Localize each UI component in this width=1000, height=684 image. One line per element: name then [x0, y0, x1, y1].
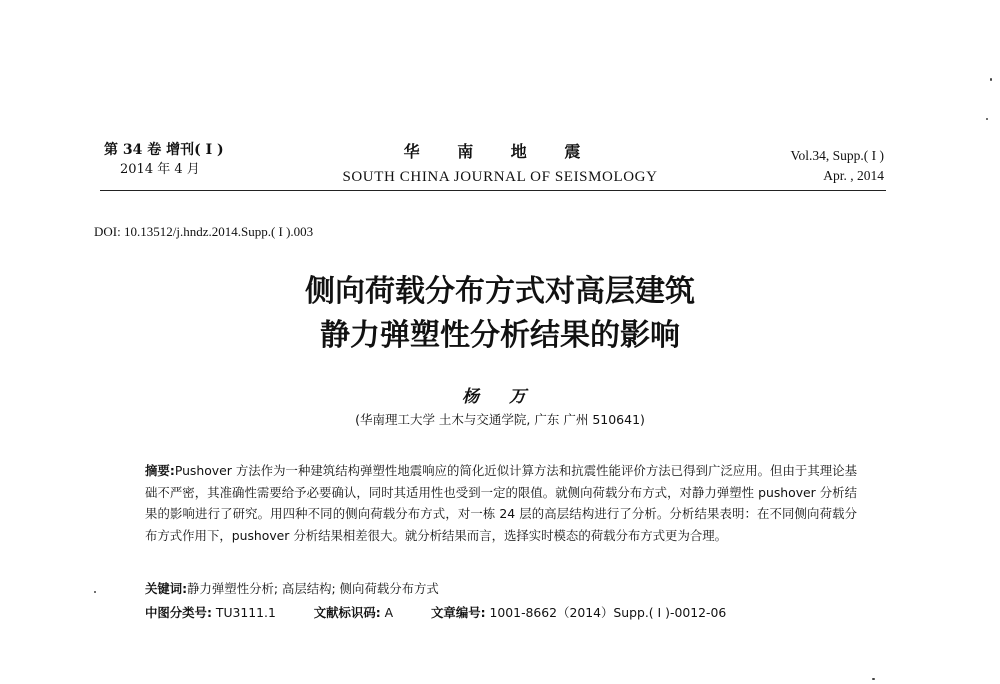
- volume-cn: 第 34 卷 增刊( I ): [104, 142, 224, 158]
- header-right: [720, 146, 884, 186]
- clc-label: 中图分类号:: [145, 605, 212, 620]
- header-divider: [100, 190, 886, 191]
- scan-speck: [986, 118, 988, 120]
- doc-code-label: 文献标识码:: [313, 605, 381, 620]
- header-left: [104, 140, 224, 180]
- abstract-label: 摘要:: [145, 463, 175, 478]
- paper-title: [150, 270, 850, 358]
- article-number-label: 文章编号:: [431, 605, 486, 620]
- keywords-label: 关键词:: [145, 581, 188, 596]
- affiliation: (华南理工大学 土木与交通学院, 广东 广州 510641): [355, 412, 645, 427]
- volume-en: Vol.34, Supp.( I ): [790, 148, 884, 163]
- journal-title: [310, 140, 690, 188]
- title-line-2: 静力弹塑性分析结果的影响: [320, 318, 680, 353]
- author: 杨 万: [462, 387, 538, 407]
- scan-speck: [872, 678, 875, 680]
- date-cn: 2014 年 4 月: [120, 162, 200, 177]
- date-en: Apr. , 2014: [823, 168, 884, 183]
- doc-code-value: A: [384, 605, 394, 620]
- classification-info: [145, 603, 857, 621]
- abstract-text: Pushover 方法作为一种建筑结构弹塑性地震响应的简化近似计算方法和抗震性能评价方法已得到广泛应用。但由于其理论基础不严密，其准确性需要给予必要确认，同时其适用性也受到一定的限值。就侧向荷载分布方式，对静力弹塑性 pushover 分析结果的影响进行了研究。用四种不同的侧向荷载分布方式，对一栋 24 层的高层结构进行了分析。分析结果表明：在不同侧向荷载分布方式作用下，pushover 分析结果相差很大。就分析结果而言，选择实时模态的荷载分布方式更为合理。: [145, 463, 857, 543]
- scan-speck: [94, 591, 96, 593]
- keywords-text: 静力弹塑性分析; 高层结构; 侧向荷载分布方式: [187, 581, 439, 596]
- journal-name-cn: 华 南 地 震: [403, 142, 597, 161]
- clc-value: TU3111.1: [215, 605, 276, 620]
- keywords: [145, 579, 857, 597]
- scan-speck: [990, 78, 992, 81]
- title-line-1: 侧向荷载分布方式对高层建筑: [305, 274, 695, 309]
- journal-name-en: SOUTH CHINA JOURNAL OF SEISMOLOGY: [342, 169, 658, 185]
- abstract: [145, 460, 857, 546]
- article-number-value: 1001-8662（2014）Supp.( I )-0012-06: [489, 605, 727, 620]
- doi: DOI: 10.13512/j.hndz.2014.Supp.( I ).003: [94, 224, 314, 239]
